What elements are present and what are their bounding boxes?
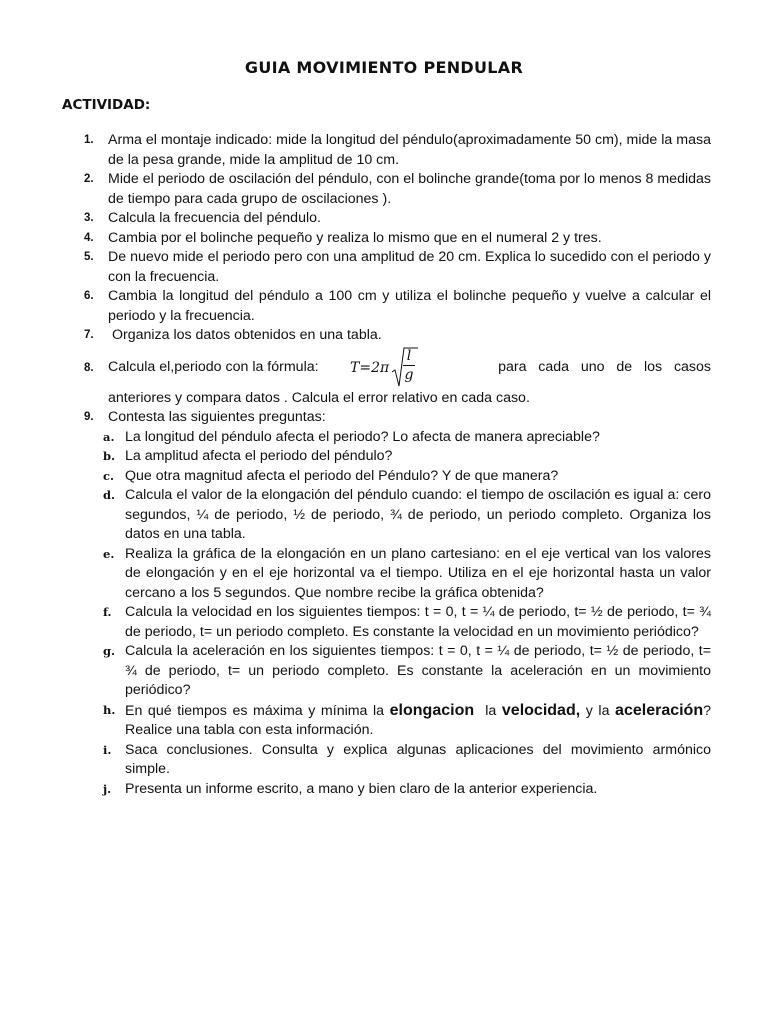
sub-item-j [0, 780, 768, 800]
formula-denominator: g [404, 366, 414, 383]
item-number: 4. [84, 231, 94, 244]
item-text: Mide el periodo de oscilación del péndulo, con el bolinche grande(toma por lo menos 8 medidas de tiempo para cada grupo de oscilaciones ). [108, 171, 711, 207]
formula-lhs: T=2π [350, 359, 390, 376]
item-text-part: la [474, 702, 502, 719]
sub-item-a [0, 428, 768, 448]
list-item-1 [0, 131, 768, 170]
list-item-7 [0, 326, 768, 346]
emphasis-aceleracion: aceleración [615, 701, 704, 719]
sub-item-d [0, 486, 768, 545]
item-letter: e. [103, 546, 115, 561]
sub-item-b [0, 447, 768, 467]
item-text: Contesta las siguientes preguntas: [108, 409, 326, 425]
item-letter: g. [103, 644, 116, 658]
item-text-continuation: anteriores y compara datos . Calcula el error relativo en cada caso. [108, 389, 530, 406]
list-item-6 [0, 287, 768, 326]
item-text: Cambia por el bolinche pequeño y realiza lo mismo que en el numeral 2 y tres. [108, 229, 602, 246]
list-item-2 [0, 170, 768, 209]
item-text: Cambia la longitud del péndulo a 100 cm y utiliza el bolinche pequeño y vuelve a calcular el periodo y la frecuencia. [108, 288, 711, 324]
item-text: La longitud del péndulo afecta el periodo? Lo afecta de manera apreciable? [125, 428, 600, 445]
item-number: 6. [84, 290, 94, 302]
item-text-part: y la [580, 702, 616, 719]
item-number: 7. [84, 329, 94, 341]
formula-line [108, 346, 711, 390]
sub-item-f [0, 603, 768, 642]
formula-numerator: l [406, 347, 412, 364]
item-letter: h. [103, 702, 116, 717]
item-number: 2. [84, 173, 94, 185]
list-item-3 [0, 209, 768, 229]
item-number: 5. [84, 251, 94, 263]
item-letter: c. [103, 468, 115, 483]
item-text: De nuevo mide el periodo pero con una amplitud de 20 cm. Explica lo sucedido con el periodo y con la frecuencia. [108, 249, 711, 285]
list-item-5 [0, 248, 768, 287]
item-letter: j. [103, 781, 112, 796]
list-item-9 [0, 408, 768, 428]
sub-item-e [0, 545, 768, 604]
item-number: 1. [84, 134, 94, 146]
item-text: Arma el montaje indicado: mide la longitud del péndulo(aproximadamente 50 cm), mide la masa de la pesa grande, mide la amplitud de 10 cm. [108, 132, 711, 168]
item-letter: i. [103, 742, 112, 757]
item-text: Que otra magnitud afecta el periodo del Péndulo? Y de que manera? [125, 467, 559, 484]
item-text: Saca conclusiones. Consulta y explica algunas aplicaciones del movimiento armónico simple. [125, 741, 711, 777]
list-item-8 [0, 346, 768, 409]
activity-list [0, 131, 768, 799]
item-text: Presenta un informe escrito, a mano y bien claro de la anterior experiencia. [125, 780, 598, 797]
item-letter: f. [103, 605, 112, 619]
item-text-part: En qué tiempos es máxima y mínima la [125, 702, 390, 719]
item-text: Calcula el valor de la elongación del péndulo cuando: el tiempo de oscilación es igual a: cero segundos, ¼ de periodo, ½ de periodo, ¾ de periodo, un periodo completo. Organiza los datos en una tabla. [125, 487, 711, 542]
item-letter: a. [103, 429, 115, 444]
fraction-bar [403, 365, 415, 366]
item-number: 9. [84, 411, 94, 423]
formula-fraction [403, 348, 415, 383]
list-item-4 [0, 229, 768, 249]
item-text: Organiza los datos obtenidos en una tabla. [108, 327, 382, 343]
item-text: Calcula la aceleración en los siguientes tiempos: t = 0, t = ¼ de periodo, t= ½ de periodo, t= ¾ de periodo, t= un periodo completo. Es constante la aceleración en un movimiento periódico? [125, 643, 711, 698]
emphasis-elongacion: elongacion [389, 701, 475, 719]
item-text: La amplitud afecta el periodo del péndulo? [125, 448, 393, 464]
activity-heading: ACTIVIDAD: [62, 97, 151, 113]
sub-item-c [0, 467, 768, 487]
item-text: Calcula la velocidad en los siguientes tiempos: t = 0, t = ¼ de periodo, t= ½ de periodo, t= ¾ de periodo, t= un periodo completo. Es constante la velocidad en un movimiento periódico? [125, 604, 711, 640]
document-title: GUIA MOVIMIENTO PENDULAR [244, 58, 524, 77]
item-text: Realiza la gráfica de la elongación en un plano cartesiano: en el eje vertical van los valores de elongación y en el eje horizontal va el tiempo. Utiliza en el eje horizontal hasta un valor cercano a los 5 segundos. Que nombre recibe la gráfica obtenida? [125, 545, 711, 601]
sub-item-h [0, 701, 768, 741]
item-text-part: ? Realice una tabla con esta información. [125, 702, 711, 738]
formula-tail-text: para cada uno de los casos [498, 358, 711, 375]
item-number: 8. [84, 361, 94, 374]
item-letter: d. [103, 488, 116, 502]
item-number: 3. [84, 212, 94, 224]
emphasis-velocidad: velocidad, [501, 701, 581, 719]
item-text: Calcula la frecuencia del péndulo. [108, 210, 321, 226]
item-letter: b. [103, 449, 116, 463]
sub-item-g [0, 642, 768, 701]
sub-item-i [0, 741, 768, 780]
formula-lead-text: Calcula el,periodo con la fórmula: [108, 358, 319, 375]
